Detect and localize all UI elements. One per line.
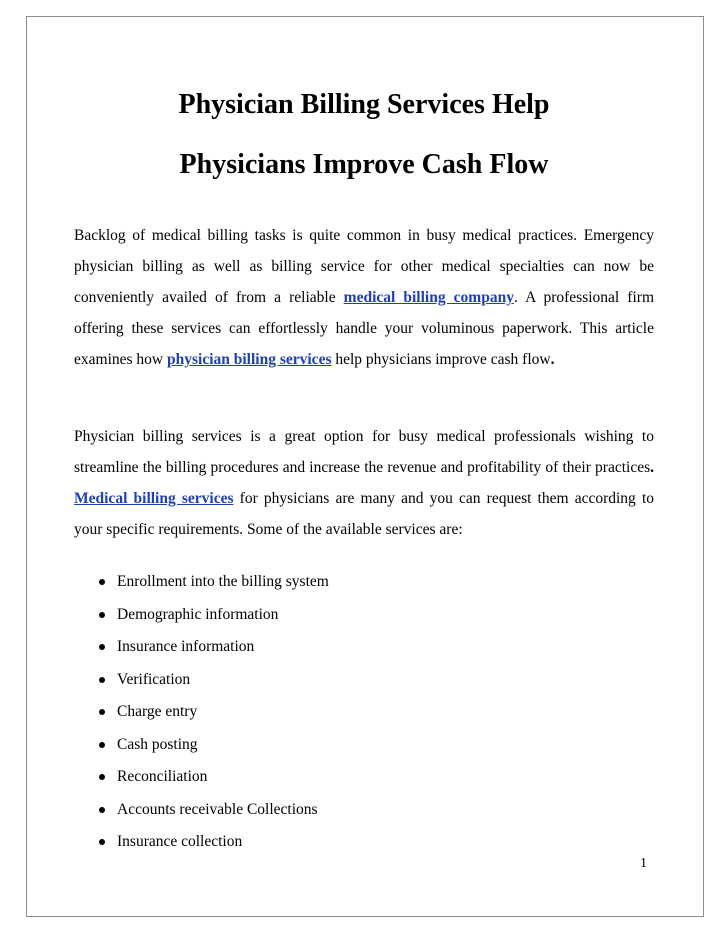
list-item-label: Accounts receivable Collections (117, 800, 318, 818)
paragraph-services-text-1: Physician billing services is a great option for busy medical professionals wishing to streamline the billing procedures and increase the revenue and profitability of their practices (74, 428, 654, 476)
list-item (97, 696, 329, 729)
physician-billing-services-link[interactable]: physician billing services (166, 351, 332, 368)
list-item (97, 599, 329, 632)
paragraph-intro (74, 220, 654, 375)
bullet-icon (99, 709, 105, 715)
paragraph-services-period: . (650, 459, 654, 476)
list-item (97, 826, 329, 859)
list-item (97, 631, 329, 664)
list-item-label: Demographic information (117, 605, 279, 623)
paragraph-intro-text-2: . A professional firm offering these services can effortlessly handle your voluminous paperwork. This article examines how (74, 289, 654, 368)
list-item (97, 729, 329, 762)
medical-billing-company-link[interactable]: medical billing company (343, 289, 514, 306)
bullet-icon (99, 839, 105, 845)
bullet-icon (99, 612, 105, 618)
paragraph-services (74, 421, 654, 545)
medical-billing-services-link[interactable]: Medical billing services (74, 490, 234, 507)
page-title-line-2: Physicians Improve Cash Flow (179, 149, 549, 180)
bullet-icon (99, 742, 105, 748)
bullet-icon (99, 579, 105, 585)
paragraph-intro-period: . (550, 351, 555, 368)
list-item-label: Reconciliation (117, 768, 208, 785)
services-list (97, 566, 329, 859)
bullet-icon (99, 807, 105, 813)
list-item-label: Cash posting (117, 735, 198, 753)
list-item-label: Charge entry (117, 703, 198, 720)
list-item-label: Verification (117, 670, 191, 688)
list-item (97, 794, 329, 827)
paragraph-services-text-2: for physicians are many and you can request them according to your specific requirements. Some of the available services are: (74, 490, 654, 538)
list-item-label: Enrollment into the billing system (117, 573, 329, 590)
list-item (97, 566, 329, 599)
list-item-label: Insurance collection (117, 833, 243, 850)
paragraph-intro-text-3: help physicians improve cash flow (331, 351, 551, 368)
list-item (97, 664, 329, 697)
bullet-icon (99, 677, 105, 683)
list-item (97, 761, 329, 794)
bullet-icon (99, 774, 105, 780)
paragraph-intro-text-1: Backlog of medical billing tasks is quite common in busy medical practices. Emergency physician billing as well as billing service for other medical specialties can now be conveniently availed of from a reliable (74, 227, 654, 306)
page-title-line-1: Physician Billing Services Help (178, 89, 550, 120)
list-item-label: Insurance information (117, 638, 255, 655)
page-number: 1 (640, 856, 647, 871)
bullet-icon (99, 644, 105, 650)
